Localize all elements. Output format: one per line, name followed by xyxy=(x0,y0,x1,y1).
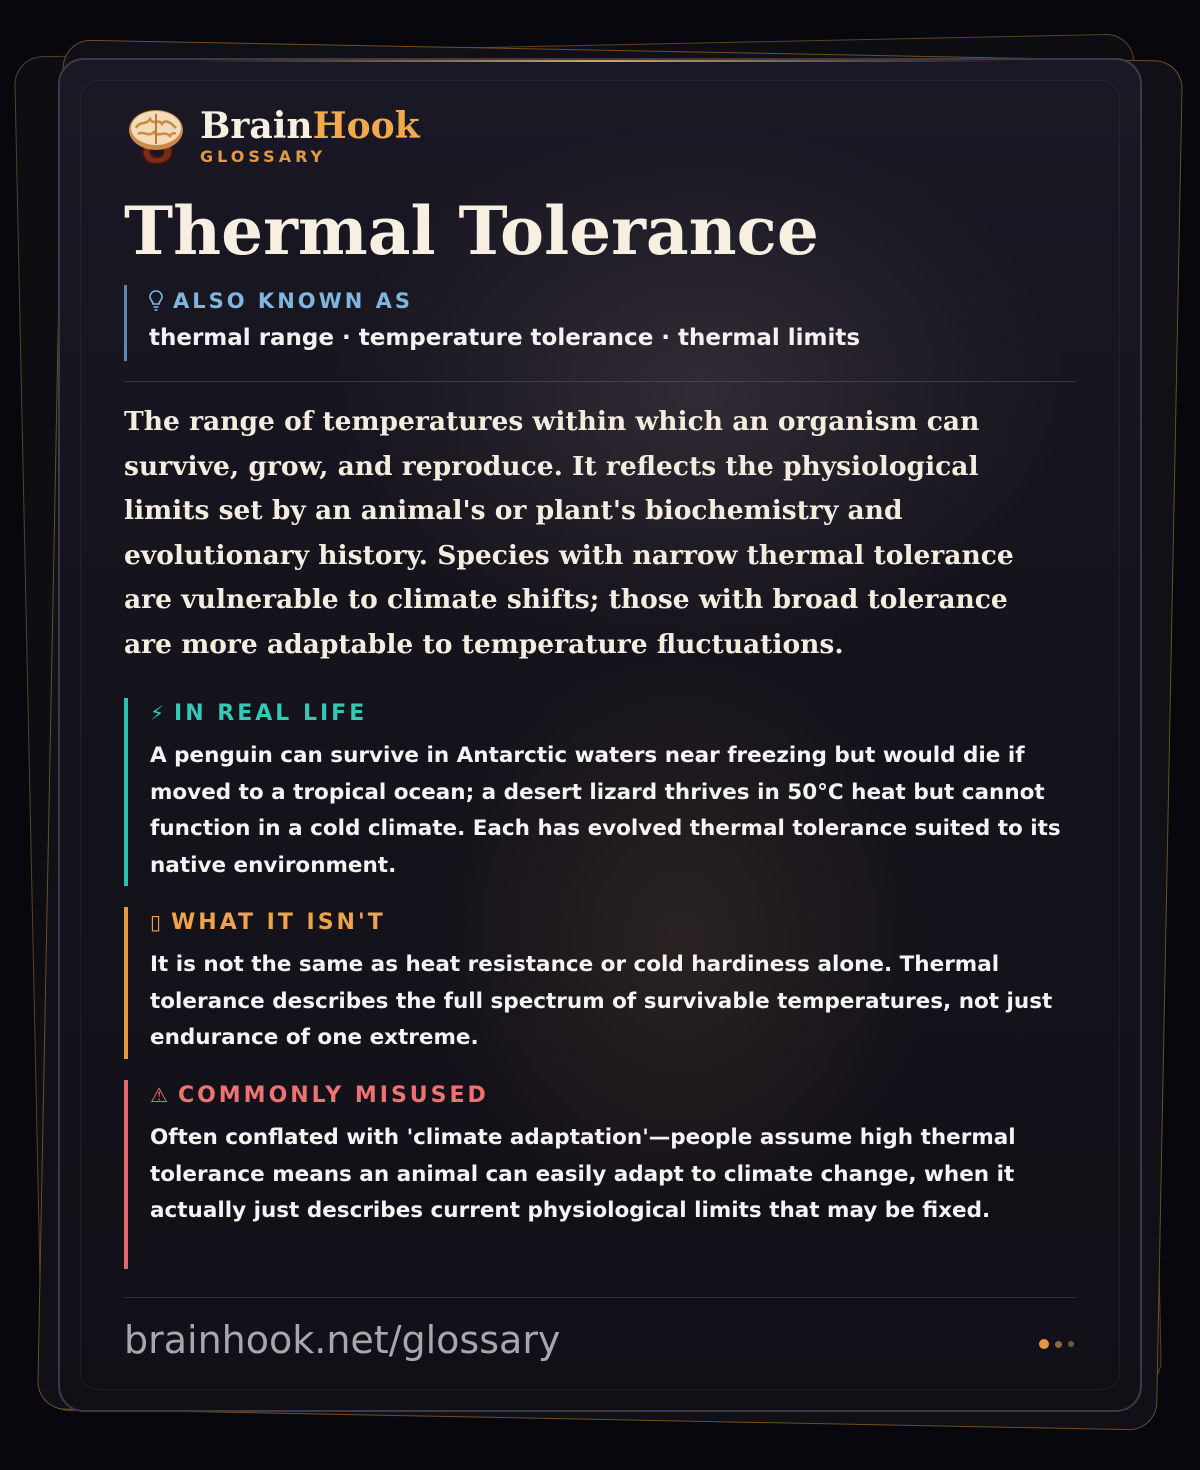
also-known-as-block xyxy=(124,285,884,361)
divider-top xyxy=(124,381,1076,382)
divider-bottom xyxy=(124,1297,1076,1298)
warning-icon: ⚠ xyxy=(150,1083,168,1107)
brand-header xyxy=(126,106,420,166)
definition-text: The range of temperatures within which an organism can survive, grow, and reproduce. It reflects the physiological limits set by an animal's or plant's biochemistry and evolutionary history. Species with narrow thermal tolerance are vulnerable to climate shifts; those with broad tolerance are more adaptable to temperature fluctuations. xyxy=(124,406,1014,660)
brand-name-part2: Hook xyxy=(312,104,420,147)
dot xyxy=(1068,1341,1074,1347)
brand-name-part1: Brain xyxy=(200,104,313,147)
section-text: A penguin can survive in Antarctic waters near freezing but would die if moved to a tropical ocean; a desert lizard thrives in 50°C heat but cannot function in a cold climate. Each has evolved thermal tolerance suited to its native environment. xyxy=(150,743,1061,879)
glossary-card xyxy=(58,58,1142,1412)
also-known-as-terms: thermal range · temperature tolerance · thermal limits xyxy=(149,325,861,351)
missing-glyph-icon: ▯ xyxy=(150,910,162,934)
section-text: Often conflated with 'climate adaptation'—people assume high thermal tolerance means an animal can easily adapt to climate change, when it actually just describes current physiological limits that may be fixed. xyxy=(150,1125,1016,1224)
lightbulb-icon xyxy=(149,290,163,312)
also-known-as-label: ALSO KNOWN AS xyxy=(173,289,414,313)
section-text: It is not the same as heat resistance or cold hardiness alone. Thermal tolerance describes the full spectrum of survivable temperatures, not just endurance of one extreme. xyxy=(150,952,1053,1051)
pagination-dots xyxy=(1033,1339,1074,1349)
footer-url[interactable]: brainhook.net/glossary xyxy=(124,1318,561,1362)
brand-name xyxy=(200,104,420,147)
brainhook-logo-icon xyxy=(126,106,186,166)
section-label: COMMONLY MISUSED xyxy=(177,1082,489,1108)
dot xyxy=(1055,1341,1062,1348)
section-what-it-isnt xyxy=(124,907,1084,1059)
dot-active xyxy=(1039,1339,1049,1349)
lightning-icon: ⚡ xyxy=(150,701,165,725)
section-label: WHAT IT ISN'T xyxy=(171,909,386,935)
section-in-real-life xyxy=(124,698,1084,886)
section-commonly-misused xyxy=(124,1080,1084,1269)
term-title: Thermal Tolerance xyxy=(124,192,819,270)
section-label: IN REAL LIFE xyxy=(174,700,368,726)
brand-subtitle: GLOSSARY xyxy=(200,146,327,166)
